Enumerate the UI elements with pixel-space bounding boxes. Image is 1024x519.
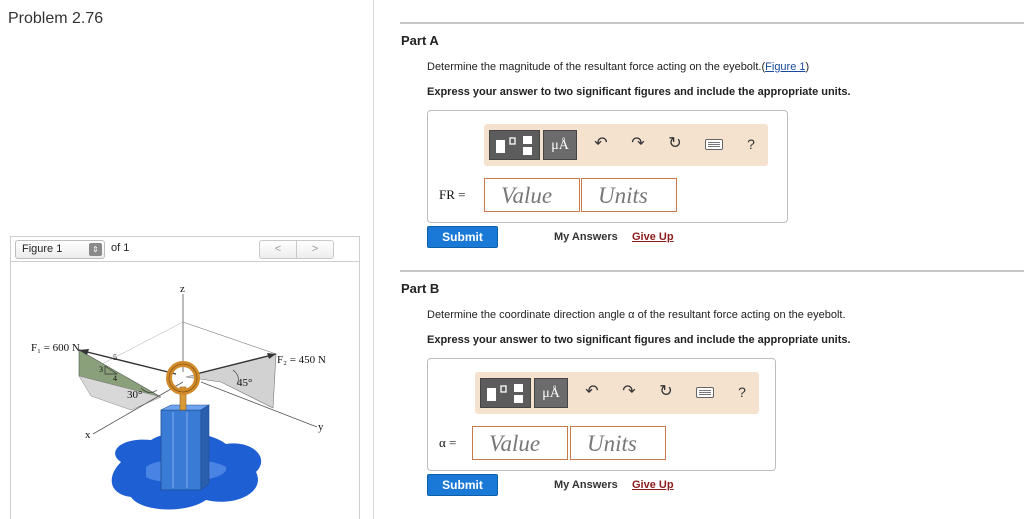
part-b-variable-label: α = — [439, 435, 457, 450]
part-b-units-input[interactable]: Units — [570, 426, 666, 460]
part-b-answer-box — [427, 358, 776, 471]
post — [161, 410, 201, 490]
help-icon[interactable]: ? — [747, 136, 755, 152]
templates-icon[interactable] — [489, 130, 540, 160]
part-a-units-input[interactable]: Units — [581, 178, 677, 212]
questions-pane — [375, 0, 1024, 519]
figure-image — [10, 262, 360, 519]
part-a-variable-label: FR = — [439, 187, 466, 202]
units-icon[interactable]: μÅ — [543, 130, 577, 160]
y-axis-label: y — [318, 421, 324, 433]
reset-icon[interactable]: ↻ — [668, 135, 682, 152]
redo-icon[interactable]: ↷ — [631, 135, 645, 152]
part-a-toolbar — [484, 124, 768, 166]
part-a-divider — [400, 22, 1024, 24]
part-b-instructions: Express your answer to two significant figures and include the appropriate units. — [427, 334, 851, 346]
part-b-title: Part B — [401, 281, 440, 296]
units-icon[interactable]: μÅ — [534, 378, 568, 408]
angle-30-label: 30° — [127, 389, 143, 401]
eyebolt-diagram — [11, 262, 359, 519]
part-a-submit-button[interactable]: Submit — [427, 226, 498, 248]
angle-45-label: 45° — [237, 377, 253, 389]
reset-icon[interactable]: ↻ — [659, 383, 673, 400]
previous-figure-button[interactable]: < — [259, 240, 297, 259]
ratio-5-label: 5 — [113, 353, 117, 362]
part-b-toolbar — [475, 372, 759, 414]
problem-title: Problem 2.76 — [8, 10, 104, 27]
redo-icon[interactable]: ↷ — [622, 383, 636, 400]
part-b-divider — [400, 270, 1024, 272]
ratio-4-label: 4 — [113, 374, 117, 383]
f1-label: F₁ = 600 N — [31, 342, 80, 354]
part-b-my-answers-link[interactable]: My Answers — [554, 479, 618, 491]
part-a-value-input[interactable]: Value — [484, 178, 580, 212]
figure-select[interactable] — [15, 240, 105, 259]
help-icon[interactable]: ? — [738, 384, 746, 400]
f2-label: F₂ = 450 N — [277, 354, 326, 366]
figure-count: of 1 — [111, 242, 130, 254]
x-axis-label: x — [85, 429, 91, 441]
figure-navigation-bar — [10, 236, 360, 262]
part-a-instructions: Express your answer to two significant figures and include the appropriate units. — [427, 86, 851, 98]
figure-link[interactable]: Figure 1 — [765, 61, 806, 73]
part-b-question: Determine the coordinate direction angle α of the resultant force acting on the eyebolt. — [427, 309, 846, 321]
part-a-question: Determine the magnitude of the resultant force acting on the eyebolt.(Figure 1) — [427, 61, 810, 73]
ratio-3-label: 3 — [99, 365, 103, 374]
templates-icon[interactable] — [480, 378, 531, 408]
problem-pane — [0, 0, 374, 519]
part-a-my-answers-link[interactable]: My Answers — [554, 231, 618, 243]
undo-icon[interactable]: ↶ — [594, 135, 608, 152]
z-axis-label: z — [180, 283, 185, 295]
figure-select-value: Figure 1 — [22, 243, 63, 255]
part-a-title: Part A — [401, 33, 439, 48]
part-b-submit-button[interactable]: Submit — [427, 474, 498, 496]
part-b-give-up-link[interactable]: Give Up — [632, 479, 674, 491]
select-arrows-icon: ⇕ — [89, 243, 102, 256]
keyboard-icon[interactable] — [696, 387, 714, 398]
undo-icon[interactable]: ↶ — [585, 383, 599, 400]
next-figure-button[interactable]: > — [296, 240, 334, 259]
part-a-give-up-link[interactable]: Give Up — [632, 231, 674, 243]
keyboard-icon[interactable] — [705, 139, 723, 150]
part-a-answer-box — [427, 110, 788, 223]
part-b-value-input[interactable]: Value — [472, 426, 568, 460]
